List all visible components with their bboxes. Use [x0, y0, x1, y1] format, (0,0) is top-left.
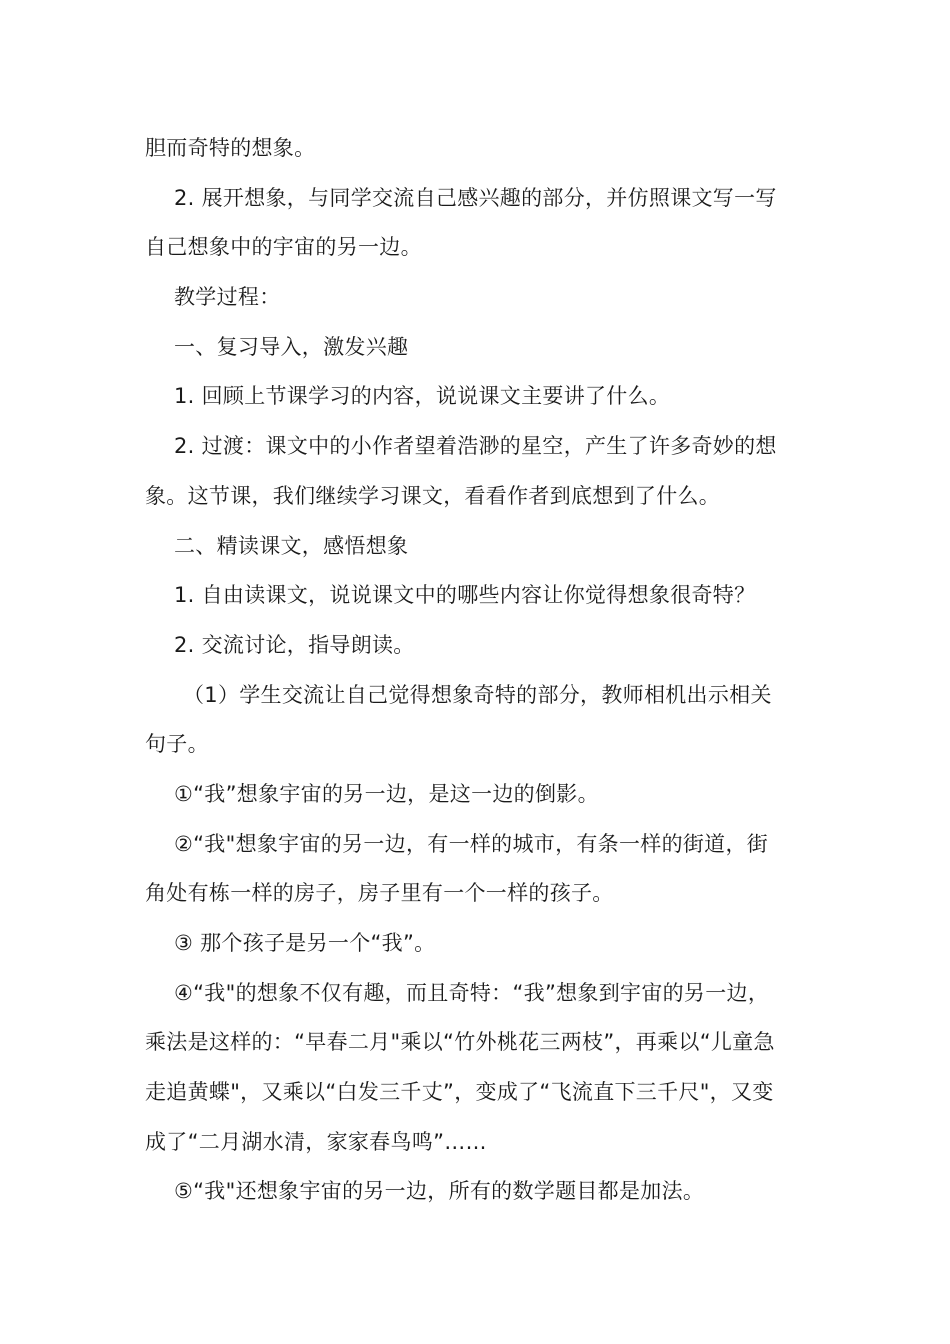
document-body	[145, 124, 810, 1217]
text-line: ③ 那个孩子是另一个“我”。	[174, 931, 436, 955]
section-heading: 一、复习导入，激发兴趣	[174, 334, 409, 359]
text-line: 1. 回顾上节课学习的内容，说说课文主要讲了什么。	[174, 384, 671, 409]
text-line: 句子。	[145, 732, 209, 757]
text-line: （1）学生交流让自己觉得想象奇特的部分，教师相机出示相关	[183, 682, 772, 707]
text-line: 2. 交流讨论，指导朗读。	[174, 632, 415, 657]
section-heading: 教学过程：	[174, 285, 281, 310]
text-line: 胆而奇特的想象。	[145, 136, 316, 160]
text-line: 自己想象中的宇宙的另一边。	[145, 235, 422, 260]
section-heading: 二、精读课文，感悟想象	[174, 533, 409, 558]
text-line: 2. 展开想象，与同学交流自己感兴趣的部分，并仿照课文写一写	[174, 185, 777, 210]
text-line: 角处有栋一样的房子，房子里有一个一样的孩子。	[145, 881, 614, 906]
text-line: 成了“二月湖水清，家家春鸟鸣”……	[145, 1129, 487, 1154]
text-line: 2. 过渡：课文中的小作者望着浩渺的星空，产生了许多奇妙的想	[174, 434, 777, 459]
text-line: 乘法是这样的：“早春二月"乘以“竹外桃花三两枝”，再乘以“儿童急	[145, 1030, 775, 1055]
text-line: 象。这节课，我们继续学习课文，看看作者到底想到了什么。	[145, 483, 721, 508]
text-line: ②“我"想象宇宙的另一边，有一样的城市，有条一样的街道，街	[174, 831, 769, 856]
text-line: 走追黄蝶"，又乘以“白发三千丈”，变成了“飞流直下三千尺"，又变	[145, 1080, 774, 1105]
text-line: 1. 自由读课文，说说课文中的哪些内容让你觉得想象很奇特？	[174, 583, 756, 608]
text-line: ①“我”想象宇宙的另一边，是这一边的倒影。	[174, 781, 599, 806]
text-line: ④“我"的想象不仅有趣，而且奇特：“我”想象到宇宙的另一边，	[174, 980, 770, 1005]
text-line: ⑤“我"还想象宇宙的另一边，所有的数学题目都是加法。	[174, 1179, 705, 1204]
